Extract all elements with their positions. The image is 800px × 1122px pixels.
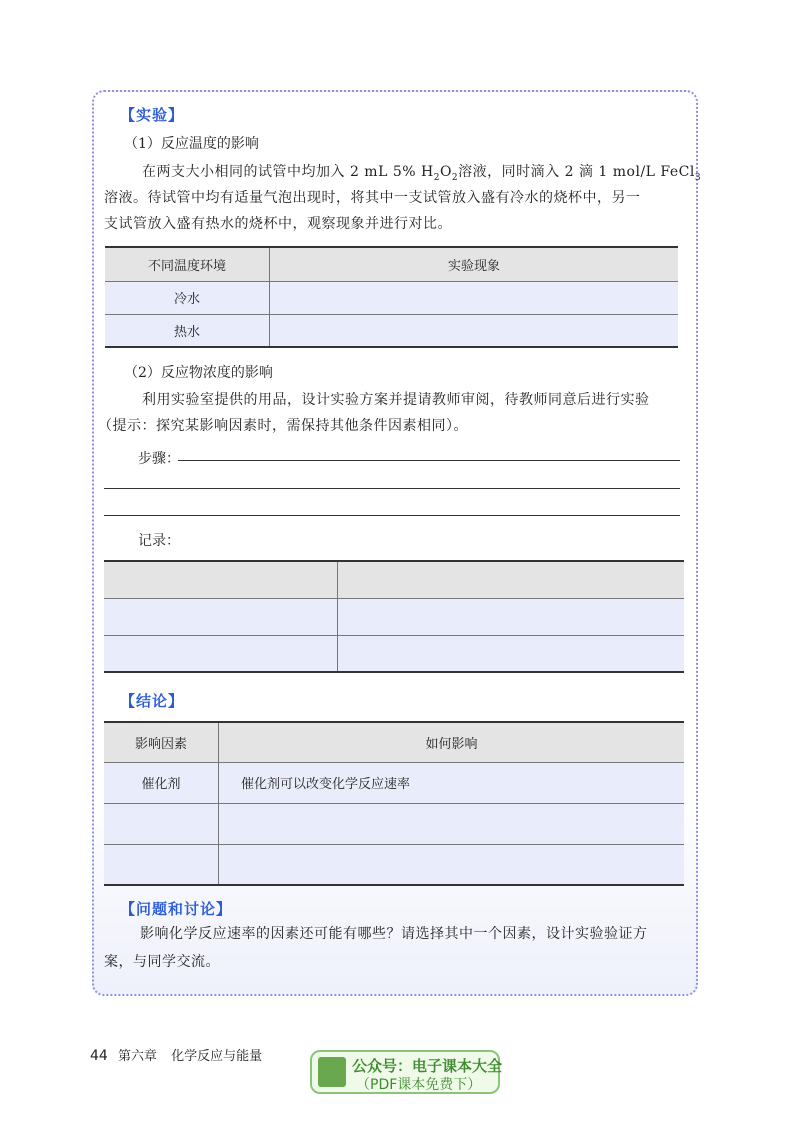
part1-line2: 溶液。待试管中均有适量气泡出现时，将其中一支试管放入盛有冷水的烧杯中，另一 <box>104 190 641 206</box>
steps-label: 步骤： <box>138 451 180 467</box>
table-cell <box>104 598 338 635</box>
discussion-line2: 案，与同学交流。 <box>104 954 220 970</box>
table-cell <box>104 844 219 885</box>
temperature-table-header: 不同温度环境 <box>105 247 270 281</box>
steps-answer-line <box>104 515 680 516</box>
table-cell <box>104 635 338 672</box>
chapter-title: 化学反应与能量 <box>171 1049 263 1064</box>
experiment-heading: 【实验】 <box>120 106 185 124</box>
conclusion-table-header: 如何影响 <box>219 722 685 762</box>
discussion-heading: 【问题和讨论】 <box>120 900 233 918</box>
conclusion-heading: 【结论】 <box>120 692 185 710</box>
record-table <box>104 560 684 673</box>
table-cell <box>104 803 219 844</box>
table-row <box>104 762 684 803</box>
table-row <box>105 314 678 347</box>
page-footer <box>90 1045 262 1064</box>
conclusion-table-header: 影响因素 <box>104 722 219 762</box>
temperature-table <box>105 246 678 348</box>
part1-line1: 在两支大小相同的试管中均加入 2 mL 5% $H_2O_2$溶液，同时滴入 2 滴 1 mol/L FeCl$_3$ <box>142 164 702 183</box>
chapter-number: 第六章 <box>117 1049 157 1064</box>
discussion-line1: 影响化学反应速率的因素还可能有哪些？请选择其中一个因素，设计实验验证方 <box>140 926 648 942</box>
table-cell <box>219 803 685 844</box>
book-icon <box>318 1057 346 1087</box>
table-cell: 催化剂 <box>104 762 219 803</box>
page-number: 44 <box>90 1048 108 1064</box>
table-row <box>104 803 684 844</box>
table-cell <box>338 635 685 672</box>
table-row <box>105 281 678 314</box>
watermark-line1: 公众号：电子课本大全 <box>352 1057 503 1075</box>
table-cell <box>104 561 338 598</box>
part2-title: （2）反应物浓度的影响 <box>124 365 273 381</box>
watermark-line2: （PDF课本免费下） <box>356 1077 482 1093</box>
record-label: 记录： <box>138 533 180 549</box>
part2-line2: （提示：探究某影响因素时，需保持其他条件因素相同）。 <box>98 418 468 434</box>
table-cell <box>338 598 685 635</box>
table-cell <box>338 561 685 598</box>
temperature-table-header: 实验现象 <box>270 247 679 281</box>
table-cell: 催化剂可以改变化学反应速率 <box>219 762 685 803</box>
part1-title: （1）反应温度的影响 <box>124 136 259 152</box>
steps-answer-line <box>178 460 680 461</box>
conclusion-table <box>104 721 684 886</box>
steps-answer-line <box>104 488 680 489</box>
part1-line3: 支试管放入盛有热水的烧杯中，观察现象并进行对比。 <box>104 216 452 232</box>
table-cell <box>270 314 679 347</box>
table-cell: 热水 <box>105 314 270 347</box>
table-cell <box>270 281 679 314</box>
part2-line1: 利用实验室提供的用品，设计实验方案并提请教师审阅，待教师同意后进行实验 <box>142 392 650 408</box>
table-row <box>104 844 684 885</box>
table-row <box>104 635 684 672</box>
table-row <box>104 598 684 635</box>
table-cell: 冷水 <box>105 281 270 314</box>
watermark-stamp <box>310 1050 503 1094</box>
table-cell <box>219 844 685 885</box>
